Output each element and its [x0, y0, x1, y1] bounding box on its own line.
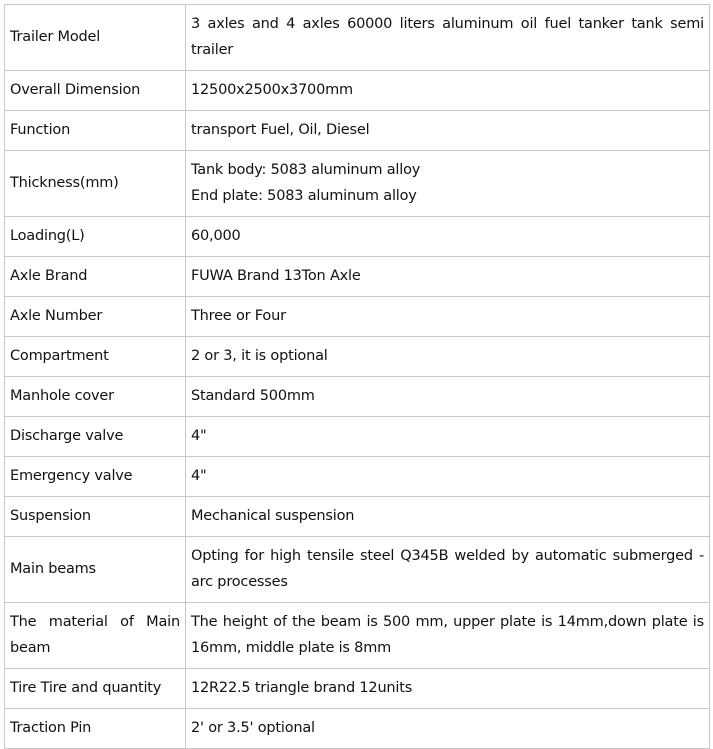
- spec-table-body: [5, 5, 710, 749]
- table-row: [5, 257, 710, 297]
- spec-label: Thickness(mm): [5, 151, 186, 217]
- spec-value: [186, 417, 710, 457]
- table-row: [5, 603, 710, 669]
- spec-value: [186, 297, 710, 337]
- table-row: [5, 71, 710, 111]
- spec-label: Trailer Model: [5, 5, 186, 71]
- spec-value-line: 60,000: [191, 228, 241, 244]
- spec-value-line: Tank body: 5083 aluminum alloy: [191, 162, 421, 178]
- table-row: [5, 151, 710, 217]
- table-row: [5, 297, 710, 337]
- spec-value: [186, 151, 710, 217]
- spec-value-line: End plate: 5083 aluminum alloy: [191, 188, 417, 204]
- spec-value-line: 12500x2500x3700mm: [191, 82, 353, 98]
- spec-value-line: The height of the beam is 500 mm, upper plate is 14mm,down plate is 16mm, middle plate is 8mm: [191, 614, 704, 656]
- table-row: [5, 5, 710, 71]
- table-row: [5, 709, 710, 749]
- spec-value: [186, 497, 710, 537]
- table-row: [5, 217, 710, 257]
- spec-label: Traction Pin: [5, 709, 186, 749]
- table-row: [5, 417, 710, 457]
- table-row: [5, 497, 710, 537]
- spec-table: [4, 4, 710, 749]
- spec-label: Overall Dimension: [5, 71, 186, 111]
- table-row: [5, 669, 710, 709]
- spec-label: Discharge valve: [5, 417, 186, 457]
- spec-label: Compartment: [5, 337, 186, 377]
- spec-label: Loading(L): [5, 217, 186, 257]
- table-row: [5, 457, 710, 497]
- spec-value: [186, 337, 710, 377]
- spec-value: [186, 537, 710, 603]
- spec-value: [186, 709, 710, 749]
- spec-value: [186, 71, 710, 111]
- spec-value-line: FUWA Brand 13Ton Axle: [191, 268, 361, 284]
- spec-label: Function: [5, 111, 186, 151]
- spec-value-line: Three or Four: [191, 308, 286, 324]
- spec-value-line: 4": [191, 468, 207, 484]
- spec-value: [186, 5, 710, 71]
- spec-label: Manhole cover: [5, 377, 186, 417]
- spec-value-line: transport Fuel, Oil, Diesel: [191, 122, 370, 138]
- spec-value: [186, 603, 710, 669]
- spec-value-line: Standard 500mm: [191, 388, 315, 404]
- spec-label: Emergency valve: [5, 457, 186, 497]
- table-row: [5, 537, 710, 603]
- spec-value: [186, 111, 710, 151]
- spec-label: Tire Tire and quantity: [5, 669, 186, 709]
- spec-label: Suspension: [5, 497, 186, 537]
- spec-label: Axle Brand: [5, 257, 186, 297]
- spec-label: The material of Main beam: [5, 603, 186, 669]
- spec-value-line: 4": [191, 428, 207, 444]
- spec-label: Main beams: [5, 537, 186, 603]
- spec-value: [186, 669, 710, 709]
- spec-value: [186, 377, 710, 417]
- spec-value-line: 12R22.5 triangle brand 12units: [191, 680, 413, 696]
- spec-value-line: Opting for high tensile steel Q345B welded by automatic submerged -arc processes: [191, 548, 704, 590]
- spec-value: [186, 217, 710, 257]
- spec-value: [186, 257, 710, 297]
- table-row: [5, 337, 710, 377]
- spec-value: [186, 457, 710, 497]
- table-row: [5, 377, 710, 417]
- spec-value-line: 3 axles and 4 axles 60000 liters aluminum oil fuel tanker tank semi trailer: [191, 16, 704, 58]
- table-row: [5, 111, 710, 151]
- spec-value-line: Mechanical suspension: [191, 508, 355, 524]
- spec-value-line: 2' or 3.5' optional: [191, 720, 315, 736]
- spec-value-line: 2 or 3, it is optional: [191, 348, 328, 364]
- spec-label: Axle Number: [5, 297, 186, 337]
